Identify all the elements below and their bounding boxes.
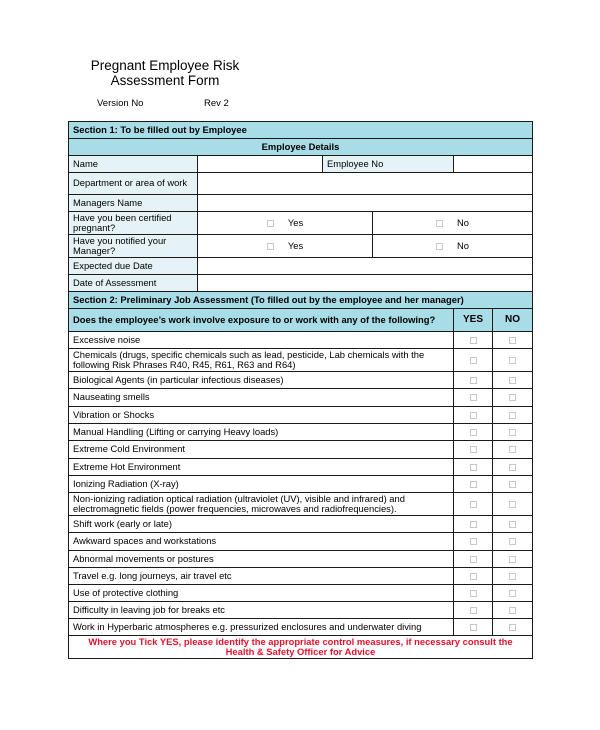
hazard-yes-cell[interactable] [454,533,493,551]
section2-title: Section 2: Preliminary Job Assessment (To filled out by the employee and her manager) [69,292,533,309]
hazard-no-cell[interactable] [493,459,533,476]
hazard-yes-cell[interactable] [454,476,493,493]
hazard-no-cell[interactable] [493,441,533,459]
notified-no-label: No [457,239,469,251]
checkbox-icon[interactable] [470,538,477,545]
certified-yes-label: Yes [287,216,304,228]
checkbox-icon[interactable] [470,394,477,401]
control-measures-note: Where you Tick YES, please identify the appropriate control measures, if necessary consult the Health & Safety Officer for Advice [69,636,533,659]
hazard-label: Ionizing Radiation (X-ray) [69,476,454,493]
certified-yes-option[interactable] [198,212,373,235]
notified-no-option[interactable] [373,235,533,258]
hazard-yes-cell[interactable] [454,585,493,602]
notified-manager-label: Have you notified your Manager? [69,235,198,258]
name-label: Name [69,156,198,173]
hazard-no-cell[interactable] [493,349,533,372]
hazard-label: Chemicals (drugs, specific chemicals such as lead, pesticide, Lab chemicals with the following Risk Phrases R40, R45, R61, R63 and R64) [69,349,454,372]
hazard-label: Extreme Cold Environment [69,441,454,459]
hazard-yes-cell[interactable] [454,619,493,636]
checkbox-icon[interactable] [509,412,516,419]
version-value: Rev 2 [204,98,229,109]
hazard-row [69,476,533,493]
hazard-yes-cell[interactable] [454,493,493,516]
checkbox-icon[interactable] [470,464,477,471]
hazard-no-cell[interactable] [493,493,533,516]
no-column-header: NO [493,309,533,332]
hazard-label: Shift work (early or late) [69,516,454,533]
hazard-label: Awkward spaces and workstations [69,533,454,551]
checkbox-icon[interactable] [470,607,477,614]
notified-yes-label: Yes [287,239,304,251]
checkbox-icon[interactable] [436,220,443,227]
hazard-row [69,602,533,619]
hazard-row [69,441,533,459]
checkbox-icon[interactable] [509,573,516,580]
checkbox-icon[interactable] [436,243,443,250]
hazard-label: Travel e.g. long journeys, air travel etc [69,568,454,585]
checkbox-icon[interactable] [470,521,477,528]
hazard-yes-cell[interactable] [454,551,493,568]
hazard-no-cell[interactable] [493,476,533,493]
hazard-no-cell[interactable] [493,533,533,551]
hazard-no-cell[interactable] [493,619,533,636]
checkbox-icon[interactable] [267,220,274,227]
hazard-label: Extreme Hot Environment [69,459,454,476]
hazard-no-cell[interactable] [493,407,533,424]
checkbox-icon[interactable] [470,357,477,364]
version-label: Version No [97,98,144,109]
hazard-row [69,459,533,476]
hazard-no-cell[interactable] [493,332,533,349]
hazard-yes-cell[interactable] [454,332,493,349]
hazard-no-cell[interactable] [493,585,533,602]
hazard-no-cell[interactable] [493,424,533,441]
hazard-yes-cell[interactable] [454,424,493,441]
hazard-row [69,619,533,636]
checkbox-icon[interactable] [509,357,516,364]
yes-column-header: YES [454,309,493,332]
checkbox-icon[interactable] [509,464,516,471]
hazard-row [69,349,533,372]
certified-no-option[interactable] [373,212,533,235]
form-title-line1: Pregnant Employee Risk [90,58,240,73]
assessment-form-table [68,121,533,659]
assessment-date-label: Date of Assessment [69,275,198,292]
assessment-date-field[interactable] [198,275,533,292]
checkbox-icon[interactable] [470,377,477,384]
checkbox-icon[interactable] [509,538,516,545]
hazard-yes-cell[interactable] [454,459,493,476]
hazard-yes-cell[interactable] [454,407,493,424]
notified-yes-option[interactable] [198,235,373,258]
hazard-row [69,533,533,551]
hazard-yes-cell[interactable] [454,516,493,533]
hazard-label: Abnormal movements or postures [69,551,454,568]
manager-label: Managers Name [69,195,198,212]
hazard-yes-cell[interactable] [454,372,493,389]
hazard-label: Biological Agents (in particular infectious diseases) [69,372,454,389]
checkbox-icon[interactable] [509,521,516,528]
checkbox-icon[interactable] [470,590,477,597]
hazard-no-cell[interactable] [493,602,533,619]
hazard-label: Excessive noise [69,332,454,349]
exposure-question: Does the employee’s work involve exposure to or work with any of the following? [69,309,454,332]
hazard-label: Difficulty in leaving job for breaks etc [69,602,454,619]
certified-pregnant-label: Have you been certified pregnant? [69,212,198,235]
hazard-row [69,516,533,533]
hazard-label: Use of protective clothing [69,585,454,602]
hazard-label: Vibration or Shocks [69,407,454,424]
employee-no-field[interactable] [454,156,533,173]
hazard-no-cell[interactable] [493,568,533,585]
hazard-no-cell[interactable] [493,516,533,533]
checkbox-icon[interactable] [470,556,477,563]
checkbox-icon[interactable] [470,337,477,344]
checkbox-icon[interactable] [470,429,477,436]
checkbox-icon[interactable] [509,429,516,436]
hazard-row [69,493,533,516]
hazard-row [69,424,533,441]
form-title [80,58,250,88]
due-date-field[interactable] [198,258,533,275]
manager-field[interactable] [198,195,533,212]
checkbox-icon[interactable] [509,501,516,508]
hazard-yes-cell[interactable] [454,349,493,372]
checkbox-icon[interactable] [509,590,516,597]
employee-details-heading: Employee Details [69,139,533,156]
checkbox-icon[interactable] [267,243,274,250]
hazard-yes-cell[interactable] [454,389,493,407]
checkbox-icon[interactable] [470,501,477,508]
hazard-yes-cell[interactable] [454,441,493,459]
checkbox-icon[interactable] [509,377,516,384]
hazard-row [69,551,533,568]
checkbox-icon[interactable] [470,446,477,453]
hazard-yes-cell[interactable] [454,568,493,585]
department-label: Department or area of work [69,173,198,195]
hazard-yes-cell[interactable] [454,602,493,619]
employee-no-label: Employee No [323,156,454,173]
hazard-row [69,407,533,424]
checkbox-icon[interactable] [509,337,516,344]
hazard-row [69,332,533,349]
checkbox-icon[interactable] [509,394,516,401]
hazard-row [69,585,533,602]
checkbox-icon[interactable] [470,412,477,419]
hazard-label: Manual Handling (Lifting or carrying Heavy loads) [69,424,454,441]
hazard-row [69,389,533,407]
hazard-row [69,372,533,389]
checkbox-icon[interactable] [509,607,516,614]
hazard-label: Non-ionizing radiation optical radiation (ultraviolet (UV), visible and infrared) and electromagnetic fields (power frequencies, microwaves and radiofrequencies). [69,493,454,516]
hazard-row [69,568,533,585]
name-field[interactable] [198,156,323,173]
checkbox-icon[interactable] [470,573,477,580]
certified-no-label: No [457,216,469,228]
hazard-label: Nauseating smells [69,389,454,407]
checkbox-icon[interactable] [509,556,516,563]
hazard-no-cell[interactable] [493,551,533,568]
checkbox-icon[interactable] [509,446,516,453]
due-date-label: Expected due Date [69,258,198,275]
hazard-no-cell[interactable] [493,389,533,407]
department-field[interactable] [198,173,533,195]
hazard-label: Work in Hyperbaric atmospheres e.g. pressurized enclosures and underwater diving [69,619,454,636]
checkbox-icon[interactable] [470,624,477,631]
form-title-line2: Assessment Form [110,73,220,88]
checkbox-icon[interactable] [509,481,516,488]
checkbox-icon[interactable] [509,624,516,631]
checkbox-icon[interactable] [470,481,477,488]
section1-title: Section 1: To be filled out by Employee [69,122,533,139]
hazard-no-cell[interactable] [493,372,533,389]
